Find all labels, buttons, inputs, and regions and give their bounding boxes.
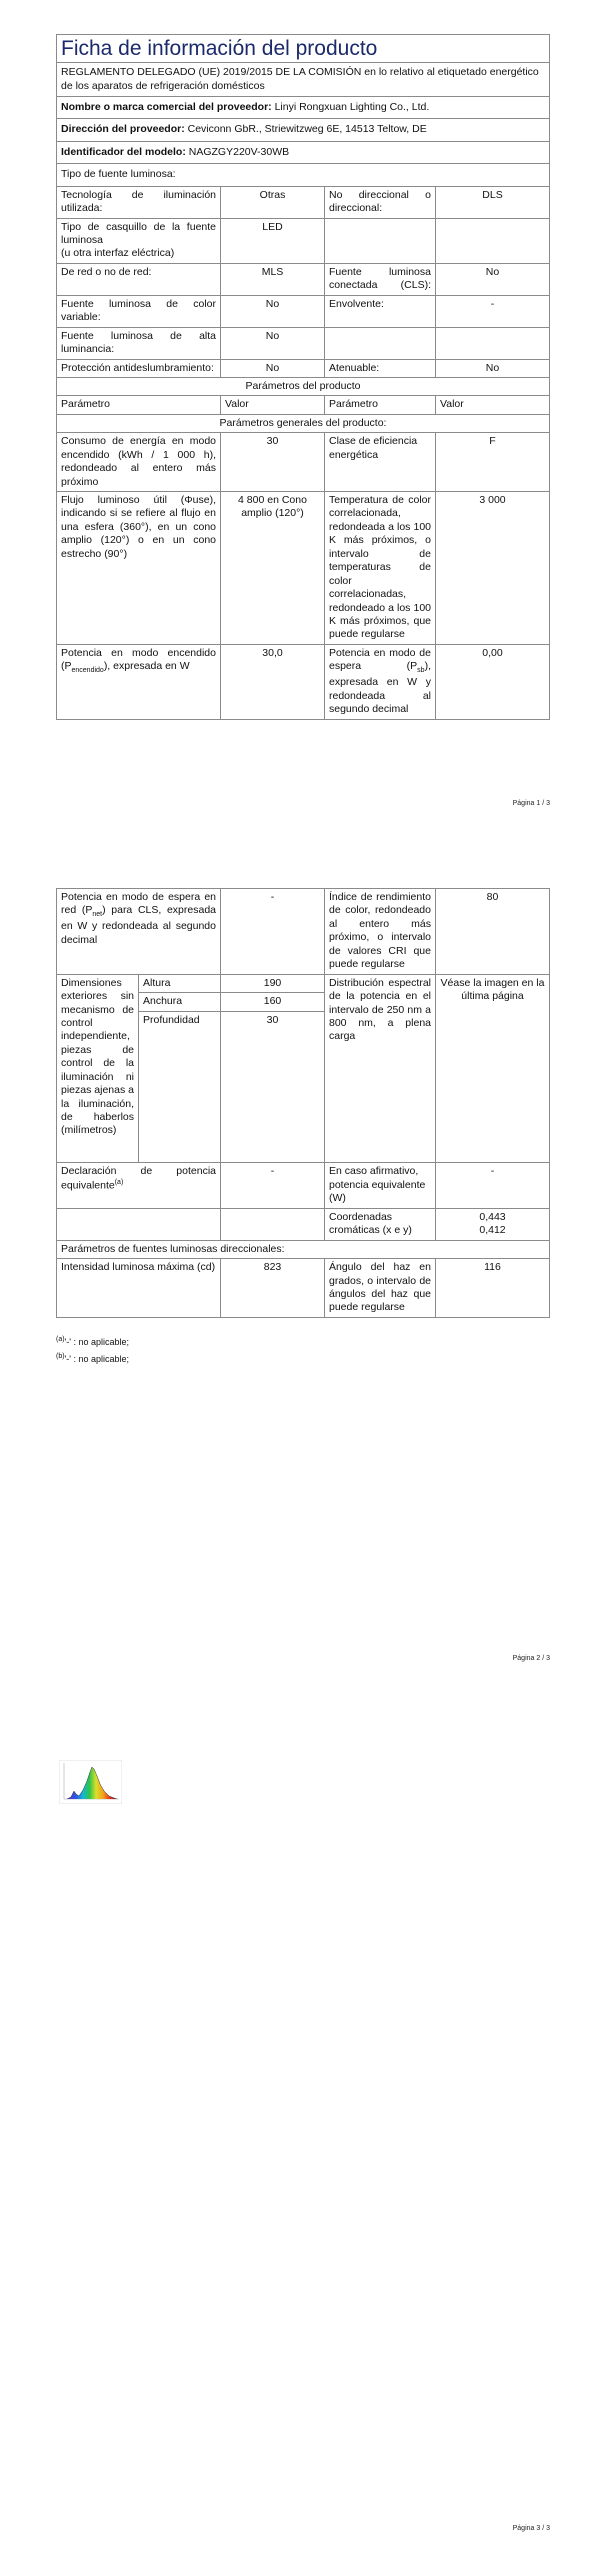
chromaticity-value (436, 1208, 550, 1240)
table-row (57, 295, 550, 327)
empty-cell (57, 1208, 221, 1240)
cct-value: 3 000 (436, 492, 550, 645)
cri-label: Índice de rendimiento de color, redondeado al entero más próximo, o intervalo de valores CRI que puede regularse (325, 889, 436, 975)
standby-net-sub: net (92, 911, 103, 919)
beam-angle-value: 116 (436, 1259, 550, 1318)
table-row (57, 186, 550, 218)
empty-cell (436, 218, 550, 263)
supplier-address-value: Ceviconn GbR., Striewitzweg 6E, 14513 Teltow, DE (187, 123, 427, 136)
standby-net-value: - (221, 889, 325, 975)
spectral-distribution-label: Distribución espectral de la potencia en el intervalo de 250 nm a 800 nm, a plena carga (325, 974, 436, 1163)
width-label: Anchura (139, 993, 221, 1011)
table-row (57, 889, 550, 975)
table-header-row (57, 396, 550, 414)
standby-power-text: Potencia en modo de espera (P (329, 646, 431, 673)
table-row (57, 1163, 550, 1208)
energy-consumption-label: Consumo de energía en modo encendido (kWh / 1 000 h), redondeado al entero más próximo (57, 433, 221, 492)
height-value: 190 (221, 974, 325, 992)
column-header-param: Parámetro (57, 396, 221, 414)
mains-value: MLS (221, 263, 325, 295)
cap-type-label-note: (u otra interfaz eléctrica) (61, 247, 175, 260)
table-row (57, 433, 550, 492)
spectral-distribution-image (59, 1760, 122, 1804)
efficiency-class-value: F (436, 433, 550, 492)
mains-label: De red o no de red: (57, 263, 221, 295)
page-2 (0, 820, 603, 1690)
envelope-label: Envolvente: (325, 295, 436, 327)
page-number: Página 3 / 3 (512, 2525, 550, 2532)
footnote-marker: (a) (56, 1336, 65, 1343)
empty-cell (436, 327, 550, 359)
table-row (57, 1208, 550, 1240)
dimensions-label: Dimensiones exteriores sin mecanismo de control independiente, piezas de control de la iluminación ni piezas ajenas a la iluminación, de haberlos (milímetros) (57, 974, 139, 1163)
source-type-heading: Tipo de fuente luminosa: (57, 164, 550, 186)
document-title: Ficha de información del producto (57, 35, 550, 63)
anti-glare-value: No (221, 359, 325, 377)
product-info-table (56, 34, 550, 720)
table-row (57, 263, 550, 295)
table-row (57, 492, 550, 645)
standby-net-text: Potencia en modo de espera en red (P (61, 891, 216, 917)
width-value: 160 (221, 993, 325, 1011)
height-label: Altura (139, 974, 221, 992)
dimmable-label: Atenuable: (325, 359, 436, 377)
on-mode-power-sub: encendido (71, 667, 104, 675)
footnotes (56, 1336, 129, 1365)
footnote (56, 1353, 129, 1366)
supplier-name-value: Linyi Rongxuan Lighting Co., Ltd. (274, 100, 430, 113)
equivalent-power-value: - (221, 1163, 325, 1208)
technology-value: Otras (221, 186, 325, 218)
page-3 (0, 1690, 603, 2560)
cls-value: No (436, 263, 550, 295)
footnote-text: '-' : no aplicable; (64, 1337, 130, 1347)
equivalent-watts-value: - (436, 1163, 550, 1208)
column-header-value: Valor (436, 396, 550, 414)
table-row (57, 974, 550, 992)
directional-label: No direccional o direccional: (325, 186, 436, 218)
standby-power-sub: sb (417, 667, 425, 675)
column-header-param: Parámetro (325, 396, 436, 414)
table-row (57, 218, 550, 263)
chromaticity-y: 0,412 (479, 1224, 506, 1237)
table-row (57, 327, 550, 359)
table-row (57, 644, 550, 719)
equivalent-power-label (57, 1163, 221, 1208)
empty-cell (221, 1029, 325, 1163)
table-row (57, 1259, 550, 1318)
equivalent-power-sup: (a) (114, 1178, 124, 1186)
standby-power-text: ), expresada en W y redondeada al segundo decimal (329, 660, 431, 716)
standby-power-label (325, 644, 436, 719)
general-params-heading: Parámetros generales del producto: (57, 414, 550, 432)
page-number: Página 1 / 3 (512, 800, 550, 807)
directional-params-heading: Parámetros de fuentes luminosas direccionales: (57, 1240, 550, 1258)
high-luminance-label: Fuente luminosa de alta luminancia: (57, 327, 221, 359)
on-mode-power-value: 30,0 (221, 644, 325, 719)
standby-net-label (57, 889, 221, 975)
table-row (57, 359, 550, 377)
on-mode-power-text: ), expresada en W (103, 660, 190, 673)
directional-value: DLS (436, 186, 550, 218)
energy-consumption-value: 30 (221, 433, 325, 492)
cri-value: 80 (436, 889, 550, 975)
max-intensity-label: Intensidad luminosa máxima (cd) (57, 1259, 221, 1318)
equivalent-power-text: Declaración de potencia equivalente (61, 1165, 216, 1192)
chromaticity-label: Coordenadas cromáticas (x e y) (325, 1208, 436, 1240)
technology-label: Tecnología de iluminación utilizada: (57, 186, 221, 218)
envelope-value: - (436, 295, 550, 327)
model-label: Identificador del modelo: (61, 145, 186, 158)
cap-type-label (57, 218, 221, 263)
regulation-text: REGLAMENTO DELEGADO (UE) 2019/2015 DE LA COMISIÓN en lo relativo al etiquetado energético de los aparatos de refrigeración domésticos (57, 63, 550, 97)
dimmable-value: No (436, 359, 550, 377)
equivalent-watts-label: En caso afirmativo, potencia equivalente (W) (325, 1163, 436, 1208)
empty-cell (221, 1208, 325, 1240)
efficiency-class-label: Clase de eficiencia energética (325, 433, 436, 492)
luminous-flux-label: Flujo luminoso útil (Φuse), indicando si se refiere al flujo en una esfera (360°), en un cono amplio (120°) o en un cono estrecho (90°) (57, 492, 221, 645)
color-tunable-value: No (221, 295, 325, 327)
color-tunable-label: Fuente luminosa de color variable: (57, 295, 221, 327)
on-mode-power-label (57, 644, 221, 719)
product-params-heading: Parámetros del producto (57, 377, 550, 395)
max-intensity-value: 823 (221, 1259, 325, 1318)
cct-label: Temperatura de color correlacionada, redondeada a los 100 K más próximos, o intervalo de temperaturas de color correlacionadas, redondeado a los 100 K más próximos, que puede regularse (325, 492, 436, 645)
empty-cell (139, 1029, 221, 1163)
footnote-marker: (b) (56, 1352, 65, 1360)
supplier-name-row (57, 96, 550, 118)
product-info-table-continued (56, 888, 550, 1318)
depth-value: 30 (221, 1011, 325, 1029)
cls-label: Fuente luminosa conectada (CLS): (325, 263, 436, 295)
spectral-distribution-value: Véase la imagen en la última página (436, 974, 550, 1163)
supplier-name-label: Nombre o marca comercial del proveedor: (61, 100, 272, 113)
supplier-address-row (57, 119, 550, 141)
cap-type-value: LED (221, 218, 325, 263)
column-header-value: Valor (221, 396, 325, 414)
luminous-flux-value: 4 800 en Cono amplio (120°) (221, 492, 325, 645)
depth-label: Profundidad (139, 1011, 221, 1029)
empty-cell (325, 218, 436, 263)
chromaticity-x: 0,443 (479, 1210, 506, 1223)
anti-glare-label: Protección antideslumbramiento: (57, 359, 221, 377)
standby-power-value: 0,00 (436, 644, 550, 719)
supplier-address-label: Dirección del proveedor: (61, 123, 185, 136)
page-1 (0, 0, 603, 820)
model-value: NAGZGY220V-30WB (188, 145, 290, 158)
beam-angle-label: Ángulo del haz en grados, o intervalo de ángulos del haz que puede regularse (325, 1259, 436, 1318)
model-row (57, 141, 550, 163)
high-luminance-value: No (221, 327, 325, 359)
footnote (56, 1336, 129, 1349)
cap-type-label-text: Tipo de casquillo de la fuente luminosa (61, 220, 216, 247)
footnote-text: '-' : no aplicable; (64, 1353, 130, 1364)
on-mode-power-text: Potencia en modo encendido (P (61, 646, 216, 673)
standby-net-text: ) para CLS, expresada en W y redondeada al segundo decimal (61, 904, 216, 946)
empty-cell (325, 327, 436, 359)
page-number: Página 2 / 3 (512, 1655, 550, 1662)
